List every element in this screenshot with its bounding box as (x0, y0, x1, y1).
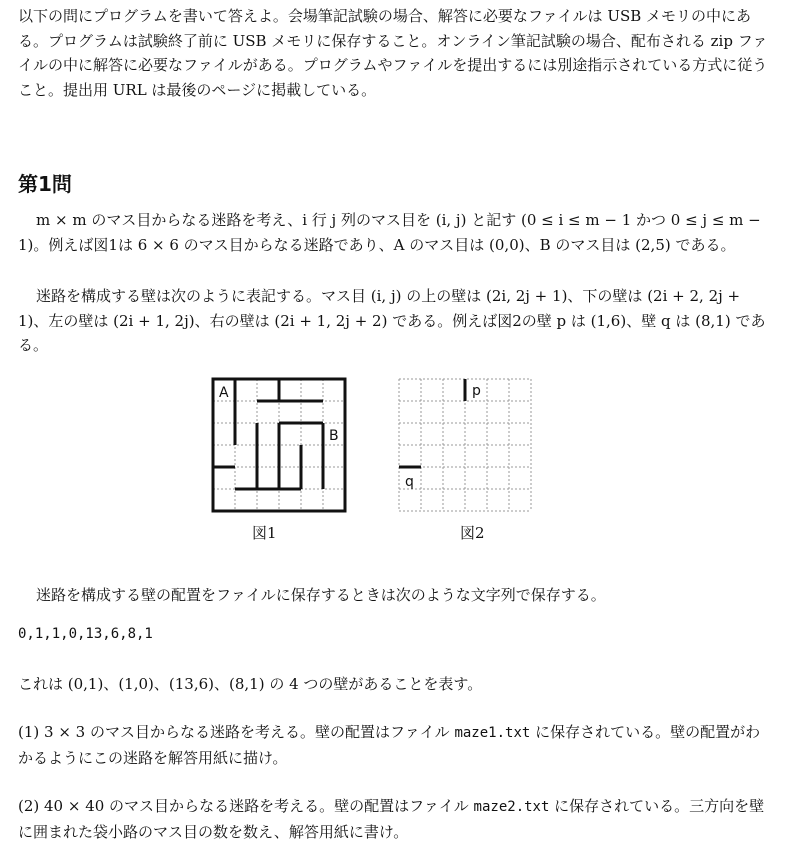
wall-notation-paragraph: 迷路を構成する壁は次のように表記する。マス目 (i, j) の上の壁は (2i, 2j + 1)、下の壁は (2i + 2, 2j + 1)、左の壁は (2i + 1, 2j)、右の壁は (2i + 1, 2j + 2) である。例えば図2の壁 p は (1,6)、壁 q は (8,1) である。 (18, 287, 766, 354)
storage-format-paragraph: 迷路を構成する壁の配置をファイルに保存するときは次のような文字列で保存する。 (36, 586, 606, 604)
question-2-text-before: (2) 40 × 40 のマス目からなる迷路を考える。壁の配置はファイル (18, 797, 474, 815)
fig1-label-a: A (219, 385, 229, 401)
maze1-filename: maze1.txt (454, 725, 531, 741)
question-1-text-before: (1) 3 × 3 のマス目からなる迷路を考える。壁の配置はファイル (18, 723, 455, 741)
maze-definition-paragraph: m × m のマス目からなる迷路を考え、i 行 j 列のマス目を (i, j) と記す (0 ≤ i ≤ m − 1 かつ 0 ≤ j ≤ m − 1)。例えば図1は 6 × 6 のマス目からなる迷路であり、A のマス目は (0,0)、B のマス目は (2,5) である。 (18, 211, 761, 254)
fig2-label-p: p (472, 383, 481, 399)
figure-1-maze (211, 377, 351, 513)
fig1-label-b: B (329, 428, 339, 444)
problem-heading: 第1問 (18, 172, 72, 196)
wall-string-example: 0,1,1,0,13,6,8,1 (18, 626, 153, 642)
figure-1-caption: 図1 (252, 524, 277, 542)
question-1 (18, 720, 774, 770)
question-2 (18, 794, 774, 844)
fig2-label-q: q (405, 474, 414, 490)
figure-2-caption: 図2 (460, 524, 485, 542)
question-2-text-after: に保存されている。三方向を壁に囲まれた袋小路のマス目の数を数え、解答用紙に書け。 (18, 797, 765, 841)
fig1-walls (213, 379, 323, 489)
figure-2-grid (397, 377, 537, 513)
example-explanation: これは (0,1)、(1,0)、(13,6)、(8,1) の 4 つの壁があることを表す。 (18, 675, 483, 693)
intro-paragraph: 以下の問にプログラムを書いて答えよ。会場筆記試験の場合、解答に必要なファイルは USB メモリの中にある。プログラムは試験終了前に USB メモリに保存すること。オンライン筆記試験の場合、配布される zip ファイルの中に解答に必要なファイルがある。プログラムやファイルを提出するには別途指示されている方式に従うこと。提出用 URL は最後のページに掲載している。 (18, 7, 768, 99)
maze2-filename: maze2.txt (473, 799, 550, 815)
question-1-text-after: に保存されている。壁の配置がわかるようにこの迷路を解答用紙に描け。 (18, 723, 761, 767)
